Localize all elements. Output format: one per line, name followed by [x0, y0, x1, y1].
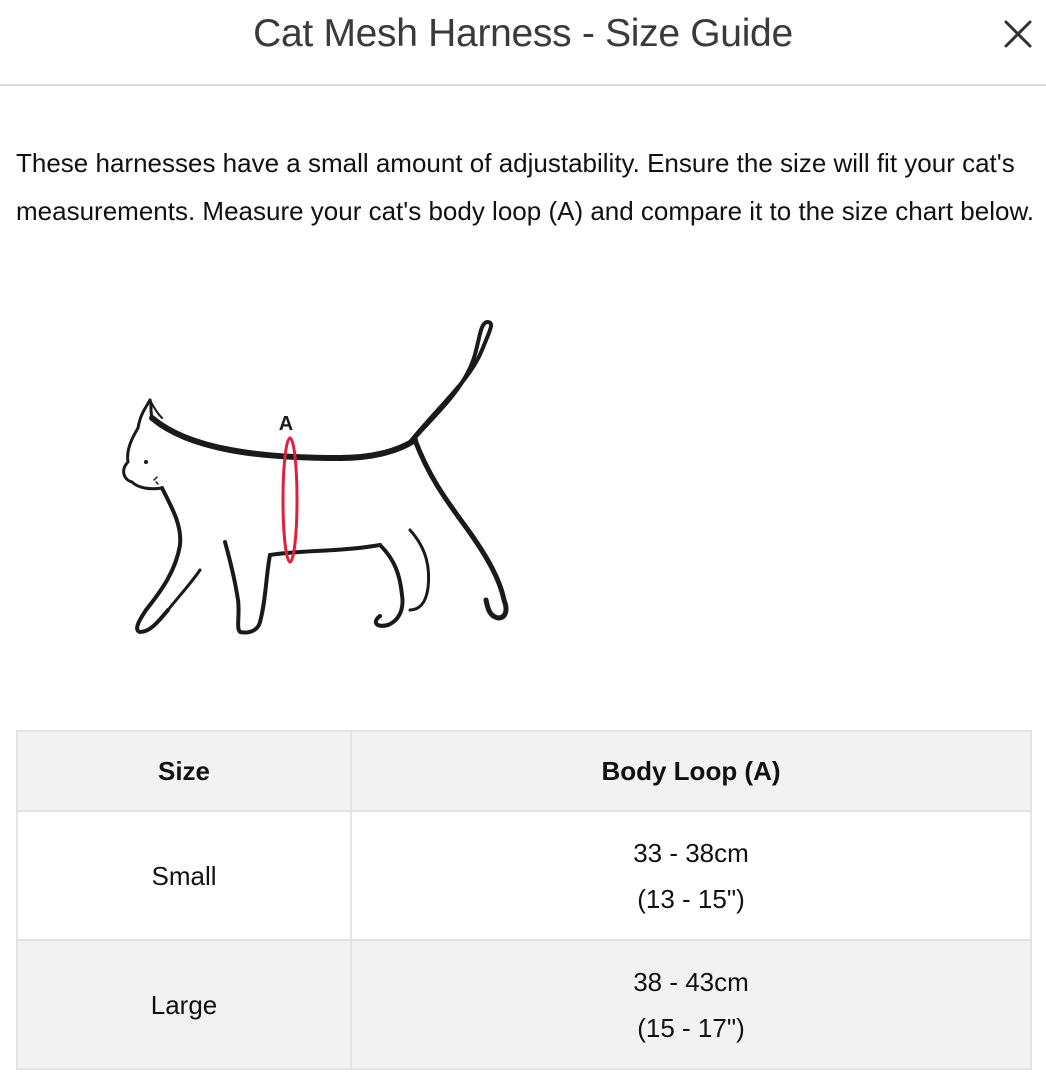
- table-row: [17, 811, 1031, 940]
- column-header-size: Size: [17, 731, 351, 811]
- table-row: [17, 940, 1031, 1069]
- size-cell: Large: [17, 940, 351, 1069]
- column-header-body-loop: Body Loop (A): [351, 731, 1031, 811]
- body-loop-cm: 33 - 38cm: [633, 837, 749, 868]
- close-button[interactable]: [998, 14, 1038, 54]
- body-loop-in: (15 - 17"): [637, 1012, 745, 1043]
- modal-header: [0, 0, 1046, 86]
- size-chart-table: [16, 730, 1032, 1070]
- body-loop-cell: [351, 940, 1031, 1069]
- body-loop-cm: 38 - 43cm: [633, 966, 749, 997]
- cat-measurement-illustration: [110, 310, 530, 650]
- table-header-row: [17, 731, 1031, 811]
- intro-text: These harnesses have a small amount of adjustability. Ensure the size will fit your cat's measurements. Measure your cat's body loop (A) and compare it to the size chart below.: [16, 148, 1035, 226]
- measurement-label-a: A: [278, 413, 294, 435]
- size-cell: Small: [17, 811, 351, 940]
- close-icon: [998, 14, 1038, 54]
- page-title: Cat Mesh Harness - Size Guide: [253, 12, 793, 55]
- body-loop-in: (13 - 15"): [637, 883, 745, 914]
- body-loop-cell: [351, 811, 1031, 940]
